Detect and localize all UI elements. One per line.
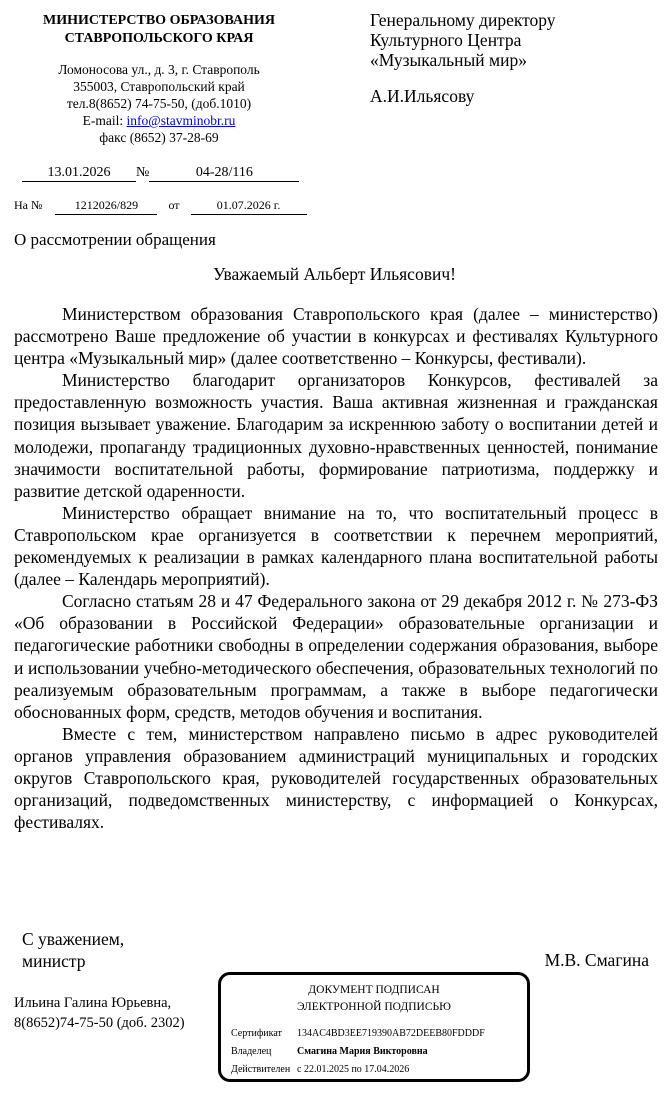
executor-name: Ильина Галина Юрьевна,: [14, 995, 172, 1011]
body-paragraph: Вместе с тем, министерством направлено письмо в адрес руководителей органов управления образованием администраций муниципальных и городских округов Ставропольского края, руководителей государственных образовательных организаций, подведомственных министерству, с информацией о Конкурсах, фестивалях.: [14, 723, 658, 833]
certificate-value: 134AC4BD3EE719390AB72DEEB80FDDDF: [297, 1028, 485, 1039]
ministry-name-line2: СТАВРОПОЛЬСКОГО КРАЯ: [64, 31, 254, 46]
reference-line: [14, 197, 307, 215]
body-paragraph: Согласно статьям 28 и 47 Федерального закона от 29 декабря 2012 г. № 273-ФЗ «Об образовании в Российской Федерации» образовательные организации и педагогические работники свободны в определении содержания образования, выборе и использовании учебно-методического обеспечения, образовательных технологий по реализуемым образовательным программам, а также в выборе педагогически обоснованных форм, средств, методов обучения и воспитания.: [14, 591, 658, 722]
addressee-org-name: «Музыкальный мир»: [370, 50, 527, 70]
email-label: E-mail:: [82, 113, 127, 128]
owner-value: Смагина Мария Викторовна: [297, 1046, 428, 1057]
executor-phone: 8(8652)74-75-50 (доб. 2302): [14, 1015, 185, 1031]
registration-date: 13.01.2026: [22, 164, 136, 182]
sender-block: [14, 12, 304, 146]
owner-label: Владелец: [231, 1046, 272, 1057]
addressee-position: Генеральному директору: [370, 10, 556, 30]
sender-email-line: [14, 112, 304, 129]
closing-block: [22, 928, 124, 972]
reference-label: На №: [14, 198, 43, 212]
address-street: Ломоносова ул., д. 3, г. Ставрополь: [58, 62, 260, 77]
stamp-title-line2: ЭЛЕКТРОННОЙ ПОДПИСЬЮ: [297, 1001, 451, 1013]
certificate-label: Сертификат: [231, 1028, 282, 1039]
validity-value: с 22.01.2025 по 17.04.2026: [297, 1064, 410, 1075]
letter-body: [14, 303, 658, 833]
body-paragraph: Министерством образования Ставропольского края (далее – министерство) рассмотрено Ваше предложение об участии в конкурсах и фестивалях Культурного центра «Музыкальный мир» (далее соответственно – Конкурсы, фестивали).: [14, 304, 658, 369]
reference-number: 1212026/829: [55, 197, 157, 215]
validity-label: Действителен: [231, 1064, 291, 1075]
body-paragraph: Министерство благодарит организаторов Конкурсов, фестивалей за предоставленную возможность участия. Ваша активная жизненная и гражданская позиция вызывает уважение. Благодарим за искреннюю заботу о воспитании детей и молодежи, пропаганду традиционных духовно-нравственных ценностей, понимание значимости воспитательной работы, формирование патриотизма, поддержку и развитие детской одаренности.: [14, 370, 658, 501]
registration-line: [22, 164, 299, 182]
stamp-certificate-row: [231, 1027, 485, 1040]
stamp-validity-row: [231, 1063, 409, 1076]
signer-name: М.В. Смагина: [544, 950, 649, 970]
reference-from: от: [168, 198, 180, 212]
ministry-name-line1: МИНИСТЕРСТВО ОБРАЗОВАНИЯ: [43, 13, 275, 28]
stamp-title: [221, 982, 527, 1016]
addressee-person: А.И.Ильясову: [370, 86, 475, 106]
electronic-signature-stamp: [218, 972, 530, 1082]
sender-phone: тел.8(8652) 74-75-50, (доб.1010): [66, 96, 252, 111]
address-region: 355003, Ставропольский край: [73, 79, 245, 94]
executor-contact: [14, 993, 185, 1033]
body-paragraph: Министерство обращает внимание на то, что воспитательный процесс в Ставропольском крае организуется в соответствии к перечнем мероприятий, рекомендуемых к реализации в рамках календарного плана воспитательной работы (далее – Календарь мероприятий).: [14, 502, 658, 590]
stamp-title-line1: ДОКУМЕНТ ПОДПИСАН: [308, 984, 440, 996]
addressee-block: [370, 10, 660, 106]
closing-phrase: С уважением,: [22, 929, 125, 949]
sender-fax: факс (8652) 37-28-69: [99, 130, 219, 145]
number-sign: №: [136, 165, 150, 180]
letter-subject: О рассмотрении обращения: [14, 230, 216, 249]
registration-number: 04-28/116: [149, 164, 299, 182]
greeting: Уважаемый Альберт Ильясович!: [213, 264, 456, 284]
reference-date: 01.07.2026 г.: [191, 197, 307, 215]
addressee-org: Культурного Центра: [370, 30, 522, 50]
stamp-owner-row: [231, 1045, 428, 1058]
email-link[interactable]: info@stavminobr.ru: [126, 113, 236, 128]
signer-position: министр: [22, 951, 86, 971]
sender-address: [14, 61, 304, 146]
